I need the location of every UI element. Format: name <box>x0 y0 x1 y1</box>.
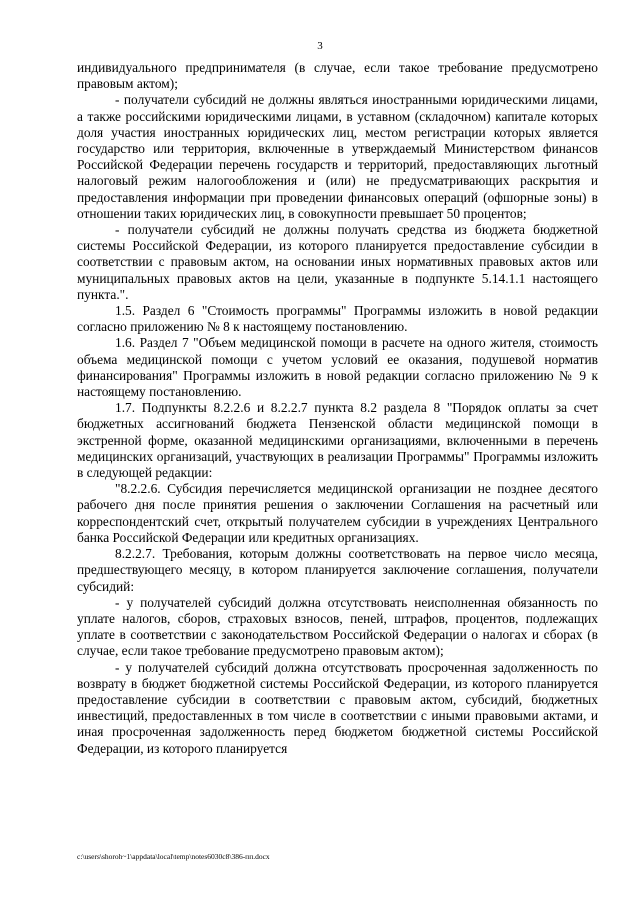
paragraph: "8.2.2.6. Субсидия перечисляется медицинской организации не позднее десятого рабочего дня после принятия решения о заключении Соглашения на расчетный или корреспондентский счет, открытый получателем субсидии в учреждениях Центрального банка Российской Федерации или кредитных организациях. <box>77 481 598 545</box>
page-number: 3 <box>317 40 323 52</box>
footer-file-path: c:\users\shoroh~1\appdata\local\temp\notes6030c8\386-пп.docx <box>77 852 270 861</box>
paragraph: 1.7. Подпункты 8.2.2.6 и 8.2.2.7 пункта 8.2 раздела 8 "Порядок оплаты за счет бюджетных ассигнований бюджета Пензенской области медицинской помощи в экстренной форме, оказанной медицинскими организациями, включенными в перечень медицинских организаций, участвующих в реализации Программы" Программы изложить в следующей редакции: <box>77 400 598 481</box>
paragraph: индивидуального предпринимателя (в случае, если такое требование предусмотрено правовым актом); <box>77 60 598 92</box>
paragraph: 1.6. Раздел 7 "Объем медицинской помощи в расчете на одного жителя, стоимость объема медицинской помощи с учетом условий ее оказания, подушевой норматив финансирования" Программы изложить в новой редакции согласно приложению № 9 к настоящему постановлению. <box>77 335 598 400</box>
paragraph: - получатели субсидий не должны являться иностранными юридическими лицами, а также российскими юридическими лицами, в уставном (складочном) капитале которых доля участия иностранных юридических лиц, местом регистрации которых является государство или территория, включенные в утверждаемый Министерством финансов Российской Федерации перечень государств и территорий, предоставляющих льготный налоговый режим налогообложения и (или) не предусматривающих раскрытия и предоставления информации при проведении финансовых операций (офшорные зоны) в отношении таких юридических лиц, в совокупности превышает 50 процентов; <box>77 92 598 221</box>
paragraph: - у получателей субсидий должна отсутствовать просроченная задолженность по возврату в бюджет бюджетной системы Российской Федерации, из которого планируется предоставление субсидии в соответствии с правовым актом, субсидий, бюджетных инвестиций, предоставленных в том числе в соответствии с иными правовыми актами, и иная просроченная задолженность перед бюджетом бюджетной системы Российской Федерации, из которого планируется <box>77 659 598 756</box>
paragraph: - получатели субсидий не должны получать средства из бюджета бюджетной системы Российской Федерации, из которого планируется предоставление субсидии в соответствии с правовым актом, на основании иных нормативных правовых актов или муниципальных правовых актов на цели, указанные в подпункте 5.14.1.1 настоящего пункта.". <box>77 222 598 302</box>
paragraph: 1.5. Раздел 6 "Стоимость программы" Программы изложить в новой редакции согласно приложению № 8 к настоящему постановлению. <box>77 303 598 335</box>
paragraph: - у получателей субсидий должна отсутствовать неисполненная обязанность по уплате налогов, сборов, страховых взносов, пеней, штрафов, процентов, подлежащих уплате в соответствии с законодательством Российской Федерации о налогах и сборах (в случае, если такое требование предусмотрено правовым актом); <box>77 594 598 659</box>
document-body <box>77 60 598 757</box>
paragraph: 8.2.2.7. Требования, которым должны соответствовать на первое число месяца, предшествующего месяцу, в котором планируется заключение соглашения, получатели субсидий: <box>77 546 598 594</box>
